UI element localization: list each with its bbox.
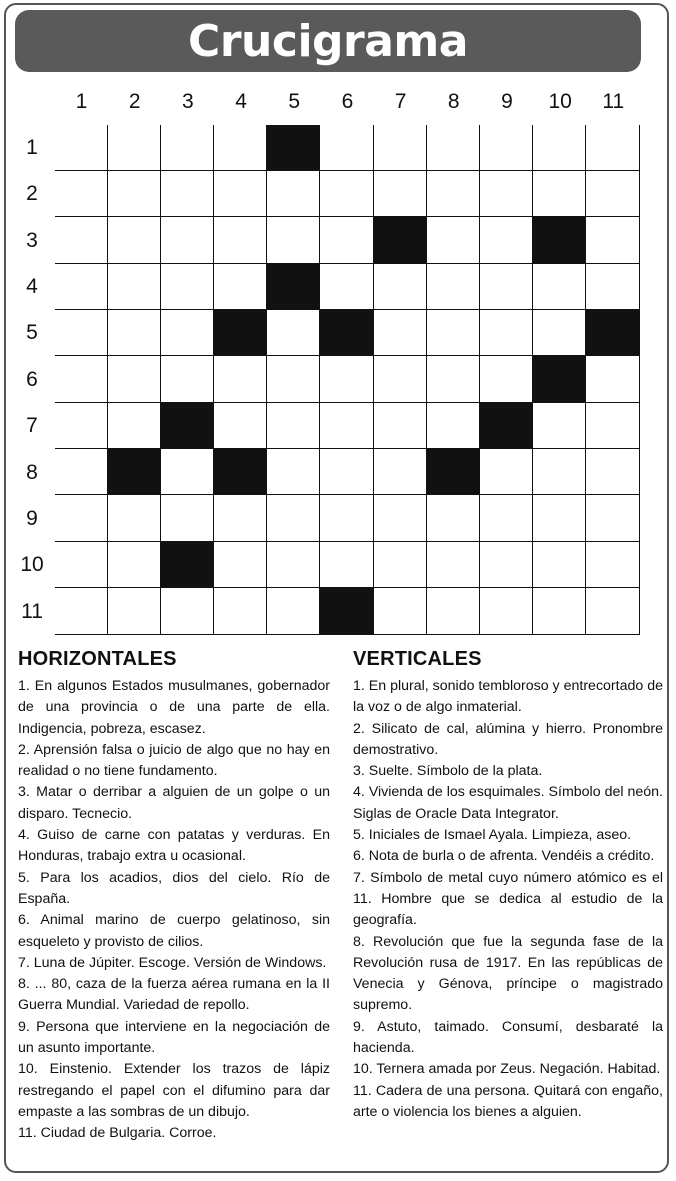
clue-item: 7. Símbolo de metal cuyo número atómico es el 11. Hombre que se dedica al estudio de la geografía. <box>353 869 663 929</box>
answer-cell[interactable] <box>214 125 267 171</box>
answer-cell[interactable] <box>320 356 373 402</box>
row-number: 11 <box>21 599 43 623</box>
answer-cell[interactable] <box>267 217 320 263</box>
clue-item: 8. ... 80, caza de la fuerza aérea rumana en la II Guerra Mundial. Variedad de repollo. <box>18 976 330 1014</box>
answer-cell[interactable] <box>161 310 214 356</box>
answer-cell[interactable] <box>108 542 161 588</box>
answer-cell[interactable] <box>108 125 161 171</box>
clue-item: 9. Astuto, taimado. Consumí, desbaraté la hacienda. <box>353 1018 663 1057</box>
answer-cell[interactable] <box>55 449 108 495</box>
answer-cell[interactable] <box>320 171 373 217</box>
answer-cell[interactable] <box>214 495 267 541</box>
clue-item: 2. Aprensión falsa o juicio de algo que no hay en realidad o no tiene fundamento. <box>18 741 330 780</box>
answer-cell[interactable] <box>161 125 214 171</box>
clue-item: 5. Iniciales de Ismael Ayala. Limpieza, aseo. <box>353 827 632 844</box>
answer-cell[interactable] <box>55 356 108 402</box>
answer-cell[interactable] <box>55 495 108 541</box>
answer-cell[interactable] <box>214 542 267 588</box>
answer-cell[interactable] <box>427 125 480 171</box>
row-number: 6 <box>26 367 38 391</box>
clue-item: 5. Para los acadios, dios del cielo. Río de España. <box>18 869 330 907</box>
column-number: 9 <box>501 90 513 113</box>
answer-cell[interactable] <box>108 171 161 217</box>
clue-item: 1. En plural, sonido tembloroso y entrecortado de la voz o de algo inmaterial. <box>353 678 663 716</box>
page-title: Crucigrama <box>188 15 468 67</box>
answer-cell[interactable] <box>480 588 533 634</box>
row-number: 10 <box>20 553 44 577</box>
answer-cell[interactable] <box>533 449 586 495</box>
answer-cell[interactable] <box>108 356 161 402</box>
answer-cell[interactable] <box>480 310 533 356</box>
black-cell <box>161 403 214 449</box>
row-number: 3 <box>26 228 38 252</box>
column-number: 7 <box>394 90 407 113</box>
black-cell <box>586 310 639 356</box>
answer-cell[interactable] <box>161 356 214 402</box>
column-number: 2 <box>128 90 141 113</box>
answer-cell[interactable] <box>214 588 267 634</box>
vertical-clue-list <box>353 676 663 1123</box>
answer-cell[interactable] <box>320 495 373 541</box>
horizontal-heading: HORIZONTALES <box>18 648 177 670</box>
answer-cell[interactable] <box>267 588 320 634</box>
black-cell <box>214 310 267 356</box>
answer-cell[interactable] <box>161 588 214 634</box>
black-cell <box>267 264 320 310</box>
answer-cell[interactable] <box>161 217 214 263</box>
answer-cell[interactable] <box>374 356 427 402</box>
clue-item: 7. Luna de Júpiter. Escoge. Versión de Windows. <box>18 954 327 971</box>
clue-item: 1. En algunos Estados musulmanes, gobernador de una provincia o de una parte de ella. Indigencia, pobreza, escasez. <box>18 678 330 737</box>
answer-cell[interactable] <box>267 542 320 588</box>
answer-cell[interactable] <box>427 403 480 449</box>
answer-cell[interactable] <box>55 125 108 171</box>
vertical-heading: VERTICALES <box>353 648 482 670</box>
answer-cell[interactable] <box>427 588 480 634</box>
black-cell <box>320 588 373 634</box>
answer-cell[interactable] <box>161 495 214 541</box>
answer-cell[interactable] <box>533 403 586 449</box>
black-cell <box>427 449 480 495</box>
answer-cell[interactable] <box>320 217 373 263</box>
answer-cell[interactable] <box>108 264 161 310</box>
answer-cell[interactable] <box>214 171 267 217</box>
answer-cell[interactable] <box>427 310 480 356</box>
answer-cell[interactable] <box>480 356 533 402</box>
answer-cell[interactable] <box>586 125 639 171</box>
answer-cell[interactable] <box>320 264 373 310</box>
answer-cell[interactable] <box>55 403 108 449</box>
answer-cell[interactable] <box>480 449 533 495</box>
answer-cell[interactable] <box>533 542 586 588</box>
crossword-grid <box>55 125 640 635</box>
clue-item: 6. Animal marino de cuerpo gelatinoso, sin esqueleto y provisto de cilios. <box>18 912 330 950</box>
answer-cell[interactable] <box>55 310 108 356</box>
answer-cell[interactable] <box>586 495 639 541</box>
answer-cell[interactable] <box>374 171 427 217</box>
clue-item: 4. Vivienda de los esquimales. Símbolo del neón. Siglas de Oracle Data Integrator. <box>353 784 663 822</box>
black-cell <box>374 217 427 263</box>
answer-cell[interactable] <box>55 542 108 588</box>
column-number: 11 <box>602 90 625 113</box>
answer-cell[interactable] <box>374 310 427 356</box>
clue-item: 8. Revolución que fue la segunda fase de la Revolución rusa de 1917. En las repúblicas de Venecia y Génova, príncipe o magistrado supremo. <box>353 933 663 1014</box>
answer-cell[interactable] <box>586 403 639 449</box>
answer-cell[interactable] <box>374 495 427 541</box>
row-number: 5 <box>26 321 38 345</box>
answer-cell[interactable] <box>427 542 480 588</box>
answer-cell[interactable] <box>55 171 108 217</box>
black-cell <box>320 310 373 356</box>
column-number: 5 <box>288 90 301 113</box>
answer-cell[interactable] <box>427 495 480 541</box>
clue-item: 2. Silicato de cal, alúmina y hierro. Pronombre demostrativo. <box>353 720 663 758</box>
answer-cell[interactable] <box>55 264 108 310</box>
answer-cell[interactable] <box>480 171 533 217</box>
clue-item: 11. Ciudad de Bulgaria. Corroe. <box>18 1125 217 1142</box>
answer-cell[interactable] <box>586 217 639 263</box>
answer-cell[interactable] <box>480 217 533 263</box>
clue-item: 9. Persona que interviene en la negociación de un asunto importante. <box>18 1018 330 1057</box>
answer-cell[interactable] <box>267 356 320 402</box>
row-number: 9 <box>26 506 38 530</box>
answer-cell[interactable] <box>427 217 480 263</box>
black-cell <box>108 449 161 495</box>
answer-cell[interactable] <box>214 356 267 402</box>
answer-cell[interactable] <box>267 449 320 495</box>
answer-cell[interactable] <box>586 542 639 588</box>
answer-cell[interactable] <box>108 588 161 634</box>
horizontal-clues <box>18 648 330 1145</box>
answer-cell[interactable] <box>267 403 320 449</box>
answer-cell[interactable] <box>427 171 480 217</box>
horizontal-clue-list <box>18 676 330 1145</box>
answer-cell[interactable] <box>374 125 427 171</box>
answer-cell[interactable] <box>320 449 373 495</box>
clue-item: 10. Einstenio. Extender los trazos de lápiz restregando el papel con el difumino para dar empaste a las sombras de un dibujo. <box>18 1061 330 1120</box>
clue-item: 10. Ternera amada por Zeus. Negación. Habitad. <box>353 1061 661 1078</box>
column-number: 3 <box>182 90 194 113</box>
title-banner <box>15 10 641 72</box>
answer-cell[interactable] <box>55 588 108 634</box>
column-number: 6 <box>341 90 354 113</box>
answer-cell[interactable] <box>108 217 161 263</box>
answer-cell[interactable] <box>267 171 320 217</box>
answer-cell[interactable] <box>533 264 586 310</box>
clue-item: 4. Guiso de carne con patatas y verduras. En Honduras, trabajo extra u ocasional. <box>18 827 330 865</box>
answer-cell[interactable] <box>214 217 267 263</box>
answer-cell[interactable] <box>533 310 586 356</box>
answer-cell[interactable] <box>533 588 586 634</box>
answer-cell[interactable] <box>480 495 533 541</box>
row-number: 4 <box>26 275 38 299</box>
answer-cell[interactable] <box>533 495 586 541</box>
answer-cell[interactable] <box>161 171 214 217</box>
row-number: 1 <box>26 136 38 159</box>
answer-cell[interactable] <box>161 264 214 310</box>
column-number: 8 <box>447 90 460 113</box>
answer-cell[interactable] <box>586 356 639 402</box>
answer-cell[interactable] <box>320 125 373 171</box>
answer-cell[interactable] <box>374 264 427 310</box>
clue-item: 6. Nota de burla o de afrenta. Vendéis a crédito. <box>353 848 655 865</box>
answer-cell[interactable] <box>427 264 480 310</box>
row-number: 7 <box>26 414 38 438</box>
answer-cell[interactable] <box>586 171 639 217</box>
clue-item: 3. Suelte. Símbolo de la plata. <box>353 763 543 780</box>
answer-cell[interactable] <box>214 403 267 449</box>
black-cell <box>267 125 320 171</box>
column-number: 4 <box>235 90 247 113</box>
black-cell <box>161 542 214 588</box>
answer-cell[interactable] <box>374 449 427 495</box>
answer-cell[interactable] <box>214 264 267 310</box>
row-number: 8 <box>26 460 38 484</box>
answer-cell[interactable] <box>586 588 639 634</box>
black-cell <box>214 449 267 495</box>
answer-cell[interactable] <box>161 449 214 495</box>
answer-cell[interactable] <box>108 495 161 541</box>
answer-cell[interactable] <box>108 310 161 356</box>
answer-cell[interactable] <box>374 403 427 449</box>
black-cell <box>480 403 533 449</box>
answer-cell[interactable] <box>374 542 427 588</box>
answer-cell[interactable] <box>374 588 427 634</box>
vertical-clues <box>353 648 663 1123</box>
black-cell <box>533 356 586 402</box>
answer-cell[interactable] <box>267 495 320 541</box>
answer-cell[interactable] <box>320 542 373 588</box>
answer-cell[interactable] <box>480 264 533 310</box>
black-cell <box>533 217 586 263</box>
answer-cell[interactable] <box>586 264 639 310</box>
answer-cell[interactable] <box>55 217 108 263</box>
answer-cell[interactable] <box>533 171 586 217</box>
column-number: 10 <box>548 90 572 113</box>
answer-cell[interactable] <box>480 542 533 588</box>
answer-cell[interactable] <box>267 310 320 356</box>
answer-cell[interactable] <box>108 403 161 449</box>
clue-item: 11. Cadera de una persona. Quitará con engaño, arte o violencia los bienes a alguien. <box>353 1082 663 1120</box>
answer-cell[interactable] <box>480 125 533 171</box>
answer-cell[interactable] <box>427 356 480 402</box>
answer-cell[interactable] <box>533 125 586 171</box>
column-number: 1 <box>75 90 88 113</box>
row-number: 2 <box>26 182 38 206</box>
clue-item: 3. Matar o derribar a alguien de un golpe o un disparo. Tecnecio. <box>18 784 330 822</box>
answer-cell[interactable] <box>320 403 373 449</box>
answer-cell[interactable] <box>586 449 639 495</box>
